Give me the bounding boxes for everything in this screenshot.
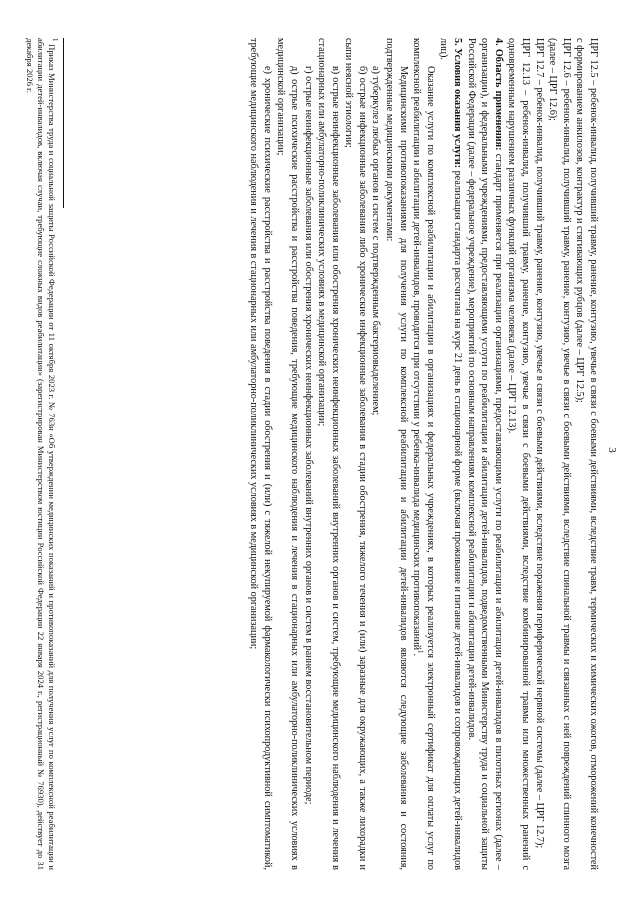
paragraph-crg-12-5: ЦРГ 12.5 – ребенок-инвалид, получивший травму, ранение, контузию, увечье в связи с боевыми действиями, вследствие травм, термических и химических ожогов, отморожений конечностей с формированием анкилозов, контрактур и стягивающих рубцов (далее – ЦРГ 12.5); — [574, 38, 599, 870]
list-item-d: д) острые психические расстройства и расстройства поведения, требующие медицинского наблюдения и лечения в стационарных или амбулаторно-поликлинических условиях в медицинской организации; — [275, 38, 300, 870]
section-conditions-heading: 5. Условия оказания услуги: — [452, 38, 464, 169]
list-item-b: б) острые инфекционные заболевания либо хронические инфекционные заболевания в стадии обострения, тяжелого течения и (или) заразные для окружающих, а также лихорадки и сыпи неясной этиологии; — [343, 38, 368, 870]
paragraph-certificate — [410, 38, 437, 870]
document-body — [247, 38, 600, 870]
list-item-e: е) хронические психические расстройства и расстройства поведения в стадии обострения и (или) с тяжелой некупируемой фармакологически психопродуктивной симптоматикой, требующие медицинского наблюдения и лечения в стационарных или амбулаторно-поликлинических условиях в медицинской организации; — [248, 38, 273, 870]
section-scope-text: стандарт применяется при реализации организациями, предоставляющими услуги по реабилитации и абилитации детей-инвалидов в пилотных регионах (далее – организации), и федеральными учреждениями, предоставляющими услуги по реабилитации и абилитации детей-инвалидов, подведомственными Министерству труда и социальной защиты Российской Федерации (далее – федеральное учреждение), мероприятий по основным направлениям комплексной реабилитации и абилитации детей-инвалидов. — [465, 38, 504, 870]
paragraph-crg-12-13: ЦРГ 12.13 – ребенок-инвалид, получивший травму, ранение, контузию, увечье в связи с боевыми действиями, вследствие комбинированной травмы или множественных ранений с одновременным нарушением различных функций организма человека (далее – ЦРГ 12.13). — [506, 38, 532, 870]
footnote-mark: 1 — [50, 38, 59, 42]
paragraph-certificate-tail: . — [411, 653, 423, 657]
paragraph-contraindications: Медицинскими противопоказаниями для получения услуги по комплексной реабилитации и абилитации детей-инвалидов являются следующие заболевания и состояния, подтвержденные медицинскими документами: — [384, 38, 409, 870]
section-conditions — [437, 38, 464, 870]
section-scope — [464, 38, 505, 870]
paragraph-crg-12-7: ЦРГ 12.7 – ребенок-инвалид, получивший травму, ранение, контузию, увечье в связи с боевыми действиями, вследствие поражения периферической нервной системы (далее – ЦРГ 12.7); — [533, 38, 545, 849]
footnote-ref: 1 — [416, 650, 425, 654]
list-item-a: а) туберкулез любых органов и систем с подтвержденным бактериовыделением; — [370, 66, 382, 416]
paragraph-certificate-text: Оказание услуги по комплексной реабилитации и абилитации в организациях и федеральных учреждениях, в которых реализуется электронный сертификат для оплаты услуг по комплексной реабилитации и абилитации детей-инвалидов, проводится при отсутствии у ребенка-инвалида медицинских противопоказаний — [411, 38, 436, 870]
footnote-divider — [63, 38, 64, 208]
list-item-v: в) острые неинфекционные заболевания или обострения хронических неинфекционных заболеваний внутренних органов и систем, требующие медицинского наблюдения и лечения в стационарных или амбулаторно-поликлинических условиях в медицинской организации; — [316, 38, 341, 870]
page-number: 3 — [606, 447, 618, 453]
list-item-g: г) острые неинфекционные заболевания или обострения хронических неинфекционных заболеваний внутренних органов и систем в раннем восстановительном периоде; — [302, 66, 314, 805]
paragraph-crg-12-6: ЦРГ 12.6 – ребенок-инвалид, получивший травму, ранение, контузию, увечье в связи с боевыми действиями, вследствие спинальной травмы и связанных с ней повреждений спинного мозга (далее – ЦРГ 12.6); — [547, 38, 572, 870]
section-scope-heading: 4. Область применения: — [492, 38, 504, 151]
footnote-text: Приказ Министерства труда и социальной защиты Российской Федерации от 11 октября 2023 г. № 763н «Об утверждении медицинских показаний и противопоказаний для получения услуг по комплексной реабилитации и абилитации детей-инвалидов, включая случаи, требующие сложных видов реабилитации» (зарегистрирован Министерством юстиции Российской Федерации 22 января 2024 г., регистрационный № 76930), действует до 31 декабря 2026 г. — [25, 38, 57, 870]
section-conditions-text: реализация стандарта рассчитана на курс 21 день в стационарной форме (включая проживание и питание детей-инвалидов и сопровождающих детей-инвалидов лиц). — [438, 38, 464, 870]
footnote — [24, 38, 57, 870]
